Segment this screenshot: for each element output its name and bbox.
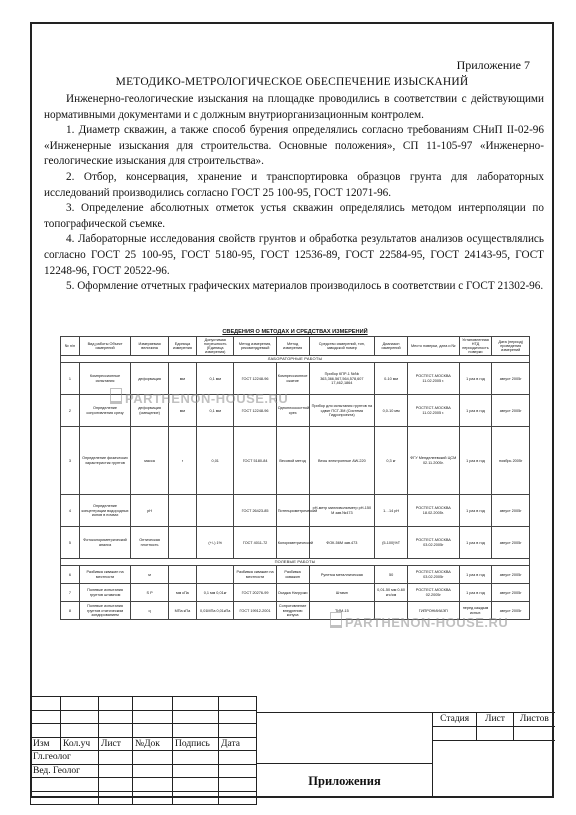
table-cell: август 2005г <box>492 495 530 527</box>
col-label: №Док <box>133 737 173 751</box>
table-cell <box>168 495 196 527</box>
table-title: СВЕДЕНИЯ О МЕТОДАХ И СРЕДСТВАХ ИЗМЕРЕНИЙ <box>222 329 368 335</box>
table-header-row <box>61 337 530 356</box>
table-row <box>61 495 530 527</box>
table-cell: м <box>131 566 169 584</box>
table-cell: Штамп <box>309 584 375 602</box>
paragraph-1: 1. Диаметр скважин, а также способ бурения определялись согласно требованиям СНиП II-02-96 «Инженерные изыскания для строительства. Основные положения», СП 11-105-97 «Инженерно-геологические изыскания для строительства». <box>44 124 544 168</box>
table-cell: Разбивка скважин на местности <box>79 566 131 584</box>
header-cell: Метод измерения <box>276 337 309 356</box>
paragraph-intro: Инженерно-геологические изыскания на площадке проводились в соответствии с действующими нормативными документами и с должным внутриорганизационным контролем. <box>44 93 544 121</box>
header-cell: Место поверки, дата и № <box>408 337 460 356</box>
table-cell: мм <box>168 395 196 427</box>
table-cell: мм <box>168 363 196 395</box>
table-cell: Разбивка скважин на местности <box>234 566 276 584</box>
table-cell: ГОСТ 5180-84 <box>234 427 276 495</box>
table-cell: 0,0-10 мм <box>375 395 408 427</box>
table-cell: Полевые испытания грунтов штампом <box>79 584 131 602</box>
stamp-code-cell <box>257 696 555 713</box>
paragraph-4: 4. Лабораторные исследования свойств грунтов и обработка результатов анализов осуществлялись согласно ГОСТ 25 100-95, ГОСТ 5180-95, ГОСТ 12536-89, ГОСТ 22584-95, ГОСТ 24143-95, ГОСТ 12248-96, ГОСТ 20522-96. <box>44 233 544 277</box>
section-row-field <box>61 559 530 566</box>
header-cell: Допустимая погрешность (Единица измерения) <box>196 337 234 356</box>
table-cell: 1 раз в год <box>459 427 492 495</box>
table-cell: август 2005г <box>492 363 530 395</box>
table-cell <box>196 566 234 584</box>
table-cell: ГОСТ 19912-2001 <box>234 602 276 620</box>
table-cell: (5-100)%Т <box>375 527 408 559</box>
table-cell: 2 <box>61 395 80 427</box>
col-label: Дата <box>219 737 257 751</box>
table-cell: Определение сопротивления срезу <box>79 395 131 427</box>
table-cell: Прибор КПР-1 №№ 363,366,567,564,578,607 17,462,1864 <box>309 363 375 395</box>
table-cell: 1 <box>61 363 80 395</box>
table-cell: 8 <box>61 602 80 620</box>
table-cell: Прибор для испытания грунтов на сдвиг ПСГ-3М (Система Гидропроекта) <box>309 395 375 427</box>
stage-label: Стадия <box>433 713 477 726</box>
title-block <box>30 696 554 798</box>
table-cell: pH-метр милливольтметр pH-150 М зав.№473 <box>309 495 375 527</box>
table-cell: ТИМ-15 <box>309 602 375 620</box>
temple-icon <box>330 612 342 628</box>
col-label: Лист <box>99 737 133 751</box>
col-label: Изм <box>31 737 61 751</box>
table-cell: 5 <box>61 527 80 559</box>
document-title: МЕТОДИКО-МЕТРОЛОГИЧЕСКОЕ ОБЕСПЕЧЕНИЕ ИЗЫСКАНИЙ <box>115 76 469 88</box>
table-cell: август 2005г <box>492 584 530 602</box>
table-cell: Полевые испытания грунтов статическим зондированием <box>79 602 131 620</box>
table-cell: 4 <box>61 495 80 527</box>
table-cell: 1 раз в год <box>459 495 492 527</box>
table-cell <box>168 566 196 584</box>
section-label: ЛАБОРАТОРНЫЕ РАБОТЫ <box>61 356 530 363</box>
table-cell: РОСТЕСТ-МОСКВА 11.02.2005 г. <box>408 363 460 395</box>
table-cell: 1 раз в год <box>459 527 492 559</box>
table-cell: ГОСТ 12248-96 <box>234 363 276 395</box>
section-label: ПОЛЕВЫЕ РАБОТЫ <box>61 559 530 566</box>
document-name: Приложения <box>257 764 433 798</box>
table-cell: Весы электронные AW-220 <box>309 427 375 495</box>
header-cell: Установленная НТД периодичность поверки <box>459 337 492 356</box>
table-cell: Сопротивление внедрению конуса <box>276 602 309 620</box>
header-cell: Дата (период) проведения измерений <box>492 337 530 356</box>
table-cell: Одноплоскостной срез <box>276 395 309 427</box>
table-cell: q <box>131 602 169 620</box>
table-cell: масса <box>131 427 169 495</box>
paragraph-3: 3. Определение абсолютных отметок устья скважин определялись методом интерполяции по топографической съемке. <box>44 202 544 230</box>
table-cell: РОСТЕСТ-МОСКВА 11.02.2005 г. <box>408 395 460 427</box>
table-cell: Осадка Нагрузки <box>276 584 309 602</box>
stamp-right-block <box>256 696 554 798</box>
temple-icon <box>110 388 122 404</box>
revision-header-row <box>31 737 257 751</box>
table-cell: 7 <box>61 584 80 602</box>
table-cell: ГОСТ 12248-96 <box>234 395 276 427</box>
table-cell: август 2005г <box>492 566 530 584</box>
table-cell: 0,1 мм <box>196 395 234 427</box>
table-cell: мм кПа <box>168 584 196 602</box>
table-cell: Оптическая плотность <box>131 527 169 559</box>
table-cell: август 2005г <box>492 395 530 427</box>
table-cell: РОСТЕСТ-МОСКВА 02.2005г <box>408 584 460 602</box>
table-cell: Компрессионное сжатие <box>276 363 309 395</box>
table-cell: (+/-) 1% <box>196 527 234 559</box>
stamp-object-cell <box>257 713 433 764</box>
table-cell: деформация (смещение) <box>131 395 169 427</box>
section-row-lab <box>61 356 530 363</box>
table-row <box>61 427 530 495</box>
table-cell: 6 <box>61 566 80 584</box>
header-cell: Метод измерения, рекомендуемый <box>234 337 276 356</box>
watermark-text: PARTHENON-HOUSE.RU <box>125 391 289 406</box>
table-cell: 1 раз в год <box>459 566 492 584</box>
header-cell: Измеряемая величина <box>131 337 169 356</box>
header-cell: Единица измерения <box>168 337 196 356</box>
table-cell: Определение физических характеристик грунтов <box>79 427 131 495</box>
table-cell: 0,1 мм <box>196 363 234 395</box>
table-cell: 0,01 <box>196 427 234 495</box>
table-row <box>61 584 530 602</box>
paragraph-2: 2. Отбор, консервация, хранение и транспортировка образцов грунта для лабораторных исследований производились согласно ГОСТ 25 100-95, ГОСТ 12071-96. <box>44 170 544 199</box>
table-cell: ГОСТ 26423-85 <box>234 495 276 527</box>
body-text <box>44 92 544 295</box>
header-cell: Диапазон измерений <box>375 337 408 356</box>
methods-table <box>60 336 530 620</box>
table-cell: август 2005г <box>492 602 530 620</box>
table-cell: 0,1 мм 0,01кг <box>196 584 234 602</box>
table-cell: РОСТЕСТ-МОСКВА 18.02.2005г. <box>408 495 460 527</box>
table-cell: 0-10 мм <box>375 363 408 395</box>
col-label: Подпись <box>173 737 219 751</box>
table-cell: РОСТЕСТ-МОСКВА 03.02.2005г <box>408 527 460 559</box>
table-cell: МПа кПа <box>168 602 196 620</box>
table-cell: август 2005г <box>492 527 530 559</box>
header-cell: № п/п <box>61 337 80 356</box>
role-chief-geologist: Гл.геолог <box>31 751 99 765</box>
table-cell: деформация <box>131 363 169 395</box>
table-cell: Фотоколориметрический анализ <box>79 527 131 559</box>
table-cell: ГОСТ 20276-99 <box>234 584 276 602</box>
table-cell <box>196 495 234 527</box>
paragraph-5: 5. Оформление отчетных графических материалов производилось в соответствии с ГОСТ 21302-96. <box>66 280 544 293</box>
watermark-text: PARTHENON-HOUSE.RU <box>345 615 509 630</box>
table-row <box>61 527 530 559</box>
table-cell: Весовой метод <box>276 427 309 495</box>
table-cell: Колориметрический <box>276 527 309 559</box>
table-cell: Определение концентрации водородных ионов в почвах <box>79 495 131 527</box>
table-cell: Потенциометрический <box>276 495 309 527</box>
table-cell: 0,01МПа 0,01кПа <box>196 602 234 620</box>
revision-grid <box>30 696 257 805</box>
role-lead-geologist: Вед. Геолог <box>31 764 99 778</box>
table-cell: Рулетка металлическая <box>309 566 375 584</box>
table-cell: ГИПРОНИИАЭП <box>408 602 460 620</box>
table-cell <box>168 527 196 559</box>
table-cell: ГОСТ 4011-72 <box>234 527 276 559</box>
table-cell: 50 <box>375 566 408 584</box>
table-cell: ноябрь 2005г <box>492 427 530 495</box>
header-cell: Средство измерений, тип, заводской номер <box>309 337 375 356</box>
table-cell: г <box>168 427 196 495</box>
watermark <box>330 612 508 630</box>
table-cell: РОСТЕСТ-МОСКВА 03.02.2005г <box>408 566 460 584</box>
table-cell: 3 <box>61 427 80 495</box>
table-cell: 0,3 кг <box>375 427 408 495</box>
table-cell: S P <box>131 584 169 602</box>
table-cell: 1 раз в год <box>459 363 492 395</box>
table-cell: ФГУ Менделеевский ЦСМ 02.11.2005г. <box>408 427 460 495</box>
table-row <box>61 566 530 584</box>
table-cell: 0,01-50 мм 0-60 кгс/см <box>375 584 408 602</box>
table-cell: Компрессионные испытания <box>79 363 131 395</box>
stage-block <box>433 713 555 741</box>
table-cell: 1 раз в год <box>459 584 492 602</box>
col-label: Кол.уч <box>61 737 99 751</box>
table-cell: pH <box>131 495 169 527</box>
table-cell: Разбивка скважин <box>276 566 309 584</box>
sheets-label: Листов <box>519 714 549 724</box>
table-cell: ФОК-56М зав.473 <box>309 527 375 559</box>
table-cell: перед каждым испыт. <box>459 602 492 620</box>
table-cell: 1 раз в год <box>459 395 492 427</box>
sheet-label: Лист <box>477 713 513 726</box>
appendix-number: Приложение 7 <box>456 58 530 72</box>
header-cell: Вид работы Объект измерений <box>79 337 131 356</box>
watermark <box>110 388 288 406</box>
table-cell: 1…14 pH <box>375 495 408 527</box>
